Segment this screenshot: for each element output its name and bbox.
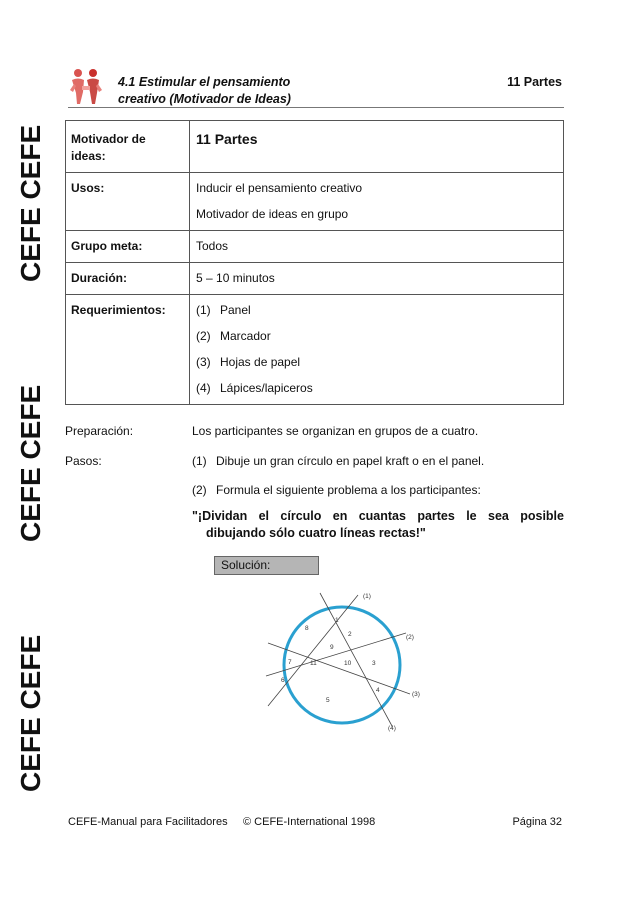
requirement-item [196,380,557,397]
solution-label-box: Solución: [214,556,319,575]
footer-copyright: © CEFE-International 1998 [243,816,376,828]
section-title [118,74,418,108]
circle-diagram [258,588,430,732]
table-row [66,263,564,295]
preparation-text: Los participantes se organizan en grupos de a cuatro. [192,424,479,438]
preparation-label: Preparación: [65,424,134,438]
region-label: 8 [305,625,309,632]
row-label: Motivador de ideas: [66,121,190,173]
region-label: 1 [335,617,339,624]
side-brand-text-2: CEFE CEFE [18,384,46,542]
row-label: Duración: [66,263,190,295]
requirement-number: (2) [196,329,211,343]
section-title-line-1: 4.1 Estimular el pensamiento [118,75,291,89]
requirement-text: Marcador [220,329,271,343]
row-value-line: Inducir el pensamiento creativo [196,181,363,195]
requirement-item [196,302,557,319]
problem-statement [192,508,564,542]
header-right-label: 11 Partes [507,75,562,89]
region-label: 6 [281,677,285,684]
table-row [66,231,564,263]
problem-line-2: dibujando sólo cuatro líneas rectas!" [206,526,426,540]
line-label-3: (3) [412,691,420,698]
region-label: 9 [330,644,334,651]
row-value [190,295,564,405]
side-brand-strip [18,112,48,792]
region-label: 3 [372,660,376,667]
step-text: Dibuje un gran círculo en papel kraft o en el panel. [216,454,485,468]
header-divider [68,107,564,108]
step-2 [192,482,564,499]
region-label: 7 [288,659,292,666]
requirement-number: (1) [196,303,211,317]
row-value: Todos [190,231,564,263]
cefe-logo [68,66,104,106]
requirement-item [196,328,557,345]
side-brand-text-3: CEFE CEFE [18,124,46,282]
table-row [66,121,564,173]
region-label: 4 [376,687,380,694]
requirement-text: Hojas de papel [220,355,301,369]
problem-line-1: "¡Dividan el círculo en cuantas partes le sea posible [192,509,564,523]
region-label: 11 [310,660,317,667]
line-4 [268,595,358,706]
steps-label: Pasos: [65,454,102,468]
row-label: Requerimientos: [66,295,190,405]
row-label: Grupo meta: [66,231,190,263]
line-label-1: (1) [363,593,371,600]
row-value: 5 – 10 minutos [190,263,564,295]
line-label-2: (2) [406,634,414,641]
step-1 [192,453,564,470]
step-text: Formula el siguiente problema a los participantes: [216,483,481,497]
people-logo-icon [68,66,104,106]
requirement-item [196,354,557,371]
region-label: 10 [344,660,352,667]
step-number: (1) [192,454,207,468]
line-label-4: (4) [388,725,396,732]
row-value [190,173,564,231]
circle-diagram-svg [258,588,430,732]
line-2 [266,633,406,676]
footer-page-number: Página 32 [512,816,562,828]
region-label: 5 [326,697,330,704]
line-1 [320,593,392,726]
row-value-line: Motivador de ideas en grupo [196,207,349,221]
table-row [66,295,564,405]
section-title-line-2: creativo (Motivador de Ideas) [118,92,291,106]
row-label: Usos: [66,173,190,231]
requirement-text: Lápices/lapiceros [220,381,313,395]
side-brand-text-1: CEFE CEFE [18,634,46,792]
activity-info-table [65,120,564,405]
footer-left: CEFE-Manual para Facilitadores [68,816,228,828]
step-number: (2) [192,483,207,497]
side-brand-svg [18,112,48,792]
requirement-number: (4) [196,381,211,395]
requirement-number: (3) [196,355,211,369]
table-row [66,173,564,231]
row-value: 11 Partes [190,121,564,173]
requirement-text: Panel [220,303,251,317]
region-label: 2 [348,631,352,638]
